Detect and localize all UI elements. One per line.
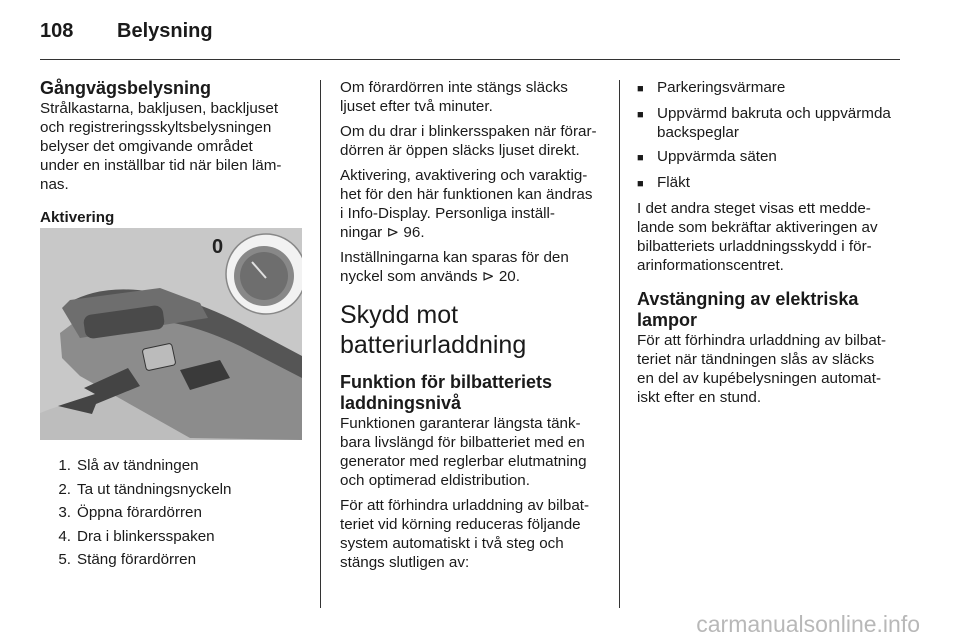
list-item <box>40 550 302 574</box>
bullet-list <box>637 78 902 194</box>
heading-line: batteriurladdning <box>340 331 527 359</box>
section-heading-ganvagsbelysning: Gångvägsbelysning <box>40 78 212 98</box>
header-divider <box>40 59 900 60</box>
paragraph <box>340 414 605 490</box>
line: I det andra steget visas ett medde- <box>637 200 871 217</box>
line: Om förardörren inte stängs släcks <box>340 79 568 96</box>
section-heading <box>340 372 605 414</box>
line: system automatiskt i två steg och <box>340 535 564 552</box>
line: generator med reglerbar elutmatning <box>340 453 587 470</box>
heading-line: Funktion för bilbatteriets <box>340 372 553 392</box>
line: Inställningarna kan sparas för den <box>340 249 569 266</box>
paragraph <box>340 166 605 242</box>
step-number: 1. <box>58 457 71 474</box>
line: dörren är öppen släcks ljuset direkt. <box>340 142 580 159</box>
page-number: 108 <box>40 20 74 42</box>
stalk-illustration-svg <box>40 228 302 440</box>
line: arinformationscentret. <box>637 257 784 274</box>
list-item <box>637 147 902 168</box>
line: och registreringsskyltsbelysningen <box>40 119 272 136</box>
page-ref: 96. <box>403 224 425 241</box>
column-2 <box>340 78 605 578</box>
page-ref: 20. <box>498 268 520 285</box>
heading-line: Avstängning av elektriska <box>637 289 859 309</box>
heading-line: Skydd mot <box>340 301 459 329</box>
heading-line: laddningsnivå <box>340 393 462 413</box>
step-text: Stäng förardörren <box>77 551 197 568</box>
column-3 <box>637 78 902 413</box>
step-text: Ta ut tändningsnyckeln <box>77 480 232 498</box>
chapter-heading <box>340 300 605 360</box>
paragraph <box>340 78 605 116</box>
line: backspeglar <box>657 124 739 141</box>
list-item <box>637 78 902 99</box>
bullet-text: Fläkt <box>657 174 690 191</box>
line: För att förhindra urladdning av bilbat- <box>340 497 590 514</box>
list-item <box>40 527 302 551</box>
line: teriet vid körning reduceras följande <box>340 516 581 533</box>
figure-label: 0 <box>212 236 224 258</box>
paragraph-intro <box>40 99 302 194</box>
line: bilbatteriets urladdningsskydd i för- <box>637 238 872 255</box>
line: i Info-Display. Personliga inställ- <box>340 205 555 222</box>
line: het för den här funktionen kan ändras <box>340 186 593 203</box>
list-item <box>637 173 902 194</box>
step-number: 5. <box>58 551 71 568</box>
paragraph <box>340 248 605 286</box>
page-ref-arrow-icon: ⊳ <box>386 224 400 241</box>
line: ljuset efter två minuter. <box>340 98 493 115</box>
column-divider-2 <box>619 80 620 608</box>
line: bara livslängd för bilbatteriet med en <box>340 434 585 451</box>
steps-list-container <box>40 456 302 574</box>
page-title: Belysning <box>117 20 213 42</box>
list-item <box>40 503 302 527</box>
activation-steps <box>40 456 302 574</box>
column-divider-1 <box>320 80 321 608</box>
line: Uppvärmd bakruta och uppvärmda <box>657 105 891 122</box>
list-item <box>637 104 902 142</box>
paragraph <box>637 199 902 275</box>
step-text: Slå av tändningen <box>77 457 199 474</box>
line: Om du drar i blinkersspaken när förar- <box>340 123 597 140</box>
bullet-text: Uppvärmda säten <box>657 148 777 165</box>
line: lande som bekräftar aktiveringen av <box>637 219 878 236</box>
bullet-icon: ■ <box>637 152 644 164</box>
bullet-icon: ■ <box>637 83 644 95</box>
column-1 <box>40 78 302 233</box>
line: stängs slutligen av: <box>340 554 470 571</box>
list-item <box>40 480 302 504</box>
line: teriet när tändningen slås av släcks <box>637 351 875 368</box>
heading-line: lampor <box>637 310 698 330</box>
step-text: Öppna förardörren <box>77 504 202 521</box>
bullet-text: Parkeringsvärmare <box>657 79 786 96</box>
line: ningar <box>340 224 383 241</box>
line: iskt efter en stund. <box>637 389 762 406</box>
step-number: 3. <box>58 504 71 521</box>
paragraph <box>637 331 902 407</box>
line: Aktivering, avaktivering och varaktig- <box>340 167 588 184</box>
step-text: Dra i blinkersspaken <box>77 527 215 545</box>
list-item <box>40 456 302 480</box>
page-ref-arrow-icon: ⊳ <box>481 268 495 285</box>
section-heading <box>637 289 902 331</box>
line: För att förhindra urladdning av bilbat- <box>637 332 887 349</box>
step-number: 4. <box>58 527 71 545</box>
line: nyckel som används <box>340 268 478 285</box>
line: Strålkastarna, bakljusen, backljuset <box>40 100 279 117</box>
line: belyser det omgivande området <box>40 138 253 155</box>
line: en del av kupébelysningen automat- <box>637 370 882 387</box>
bullet-icon: ■ <box>637 109 644 121</box>
subheading-aktivering: Aktivering <box>40 209 115 226</box>
bullet-text <box>657 104 902 142</box>
step-number: 2. <box>58 480 71 498</box>
paragraph <box>340 122 605 160</box>
line: Funktionen garanterar längsta tänk- <box>340 415 581 432</box>
line: nas. <box>40 176 69 193</box>
illustration-turn-signal-stalk <box>40 228 302 440</box>
line: under en inställbar tid när bilen läm- <box>40 157 282 174</box>
paragraph <box>340 496 605 572</box>
watermark: carmanualsonline.info <box>696 611 920 637</box>
bullet-icon: ■ <box>637 178 644 190</box>
line: och optimerad eldistribution. <box>340 472 530 489</box>
